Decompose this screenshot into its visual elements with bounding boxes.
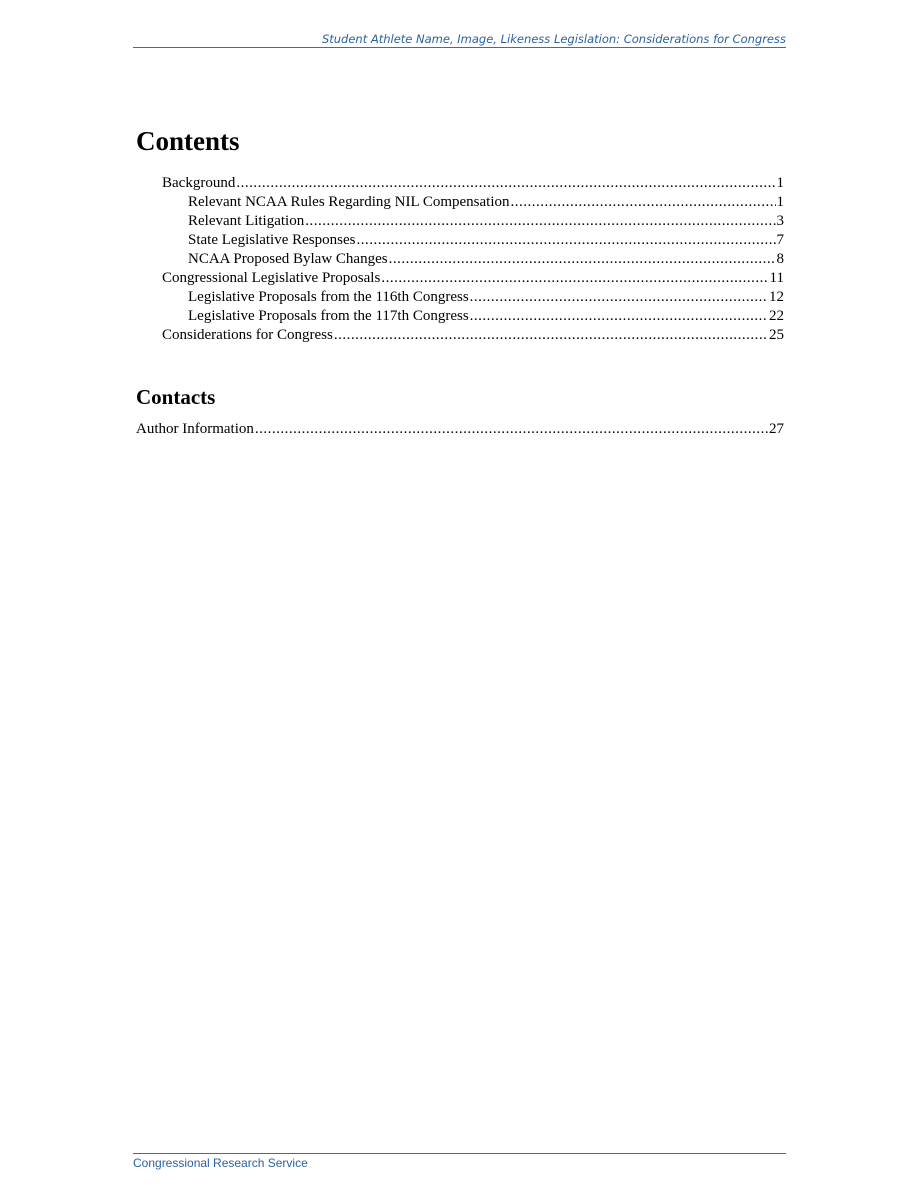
toc-entry-label: State Legislative Responses [188, 232, 356, 248]
running-footer [133, 1153, 786, 1171]
toc-entry-label: Relevant Litigation [188, 213, 305, 229]
toc-page-number: 25 [769, 327, 784, 343]
toc-dot-leader [356, 231, 775, 250]
toc-dot-leader [470, 288, 768, 307]
toc-entry-author-information[interactable] [136, 420, 784, 439]
toc-page-number: 1 [776, 194, 784, 210]
toc-page-number: 27 [769, 421, 784, 437]
toc-entry-congressional-proposals[interactable] [136, 269, 784, 288]
toc-entry-117th-congress[interactable] [136, 307, 784, 326]
toc-entry-label: Congressional Legislative Proposals [162, 270, 381, 286]
toc-page-number: 1 [776, 175, 784, 191]
toc-entry-background[interactable] [136, 174, 784, 193]
toc-entry-label: Legislative Proposals from the 116th Congress [188, 289, 469, 305]
toc-entry-label: Background [162, 175, 236, 191]
contents-heading: Contents [136, 126, 240, 156]
running-header-title: Student Athlete Name, Image, Likeness Legislation: Considerations for Congress [321, 32, 786, 46]
toc-dot-leader [236, 174, 775, 193]
running-header [133, 32, 786, 48]
footer-organization: Congressional Research Service [133, 1156, 308, 1170]
toc-page-number: 3 [776, 213, 784, 229]
toc-entry-label: NCAA Proposed Bylaw Changes [188, 251, 388, 267]
toc-entry-116th-congress[interactable] [136, 288, 784, 307]
table-of-contents [136, 174, 784, 345]
toc-entry-considerations[interactable] [136, 326, 784, 345]
toc-page-number: 7 [776, 232, 784, 248]
toc-entry-label: Legislative Proposals from the 117th Congress [188, 308, 469, 324]
toc-page-number: 12 [769, 289, 784, 305]
toc-entry-label: Author Information [136, 421, 254, 437]
toc-dot-leader [470, 307, 768, 326]
toc-page-number: 11 [769, 270, 784, 286]
toc-entry-ncaa-bylaw-changes[interactable] [136, 250, 784, 269]
toc-page-number: 22 [769, 308, 784, 324]
toc-entry-relevant-litigation[interactable] [136, 212, 784, 231]
toc-entry-state-legislative-responses[interactable] [136, 231, 784, 250]
toc-dot-leader [389, 250, 776, 269]
toc-entry-label: Considerations for Congress [162, 327, 333, 343]
toc-dot-leader [381, 269, 768, 288]
toc-dot-leader [334, 326, 768, 345]
toc-page-number: 8 [776, 251, 784, 267]
toc-entry-ncaa-rules[interactable] [136, 193, 784, 212]
toc-dot-leader [305, 212, 775, 231]
toc-dot-leader [510, 193, 775, 212]
toc-dot-leader [255, 420, 768, 439]
contacts-heading: Contacts [136, 385, 216, 409]
toc-entry-label: Relevant NCAA Rules Regarding NIL Compensation [188, 194, 510, 210]
contacts-list [136, 420, 784, 439]
